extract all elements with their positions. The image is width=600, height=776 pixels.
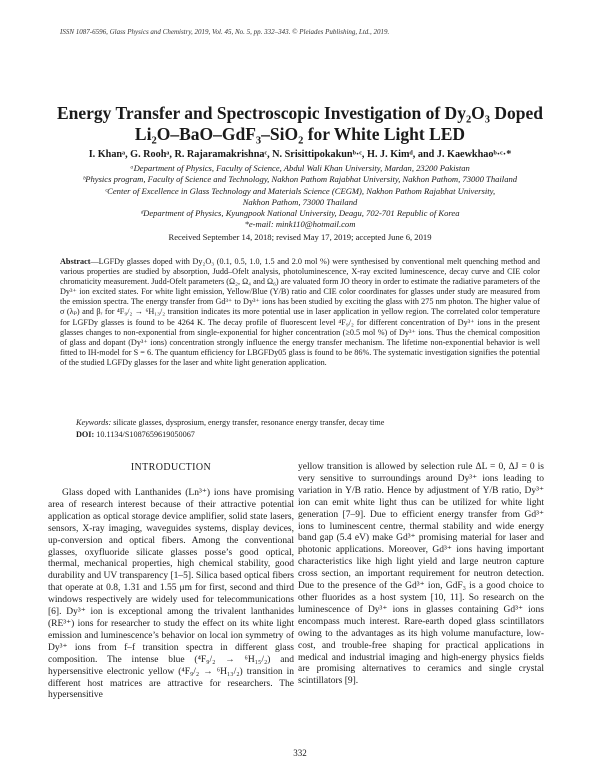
keywords-text: silicate glasses, dysprosium, energy transfer, resonance energy transfer, decay time [113, 418, 385, 427]
paper-title [40, 103, 560, 145]
journal-header: ISSN 1087-6596, Glass Physics and Chemistry, 2019, Vol. 45, No. 5, pp. 332–343. © Pleiades Publishing, Ltd., 2019. [60, 28, 390, 36]
abstract [60, 257, 540, 368]
affiliation-b: ᵇPhysics program, Faculty of Science and Technology, Nakhon Pathom Rajabhat University, Nakhon Pathom, 73000 Thailand [82, 174, 518, 185]
keywords-label: Keywords: [76, 418, 112, 427]
page-number: 332 [293, 748, 307, 758]
keywords [76, 417, 536, 429]
title-line-1: Energy Transfer and Spectroscopic Investigation of Dy₂O₃ Doped [56, 103, 544, 123]
affiliation-d: ᵈDepartment of Physics, Kyungpook National University, Deagu, 702-701 Republic of Korea [140, 208, 460, 219]
body-column-left [48, 462, 294, 702]
intro-paragraph-left: Glass doped with Lanthanides (Ln³⁺) ions have promising area of research interest because of their attractive potential application as optical storage device amplifier, solid state lasers, sensors, X-ray imaging, waveguides systems, display devices, up-conversion and optical fibers. Among the conventional glasses, oxyfluoride silicate glasses posse’s good optical, thermal, mechanical properties, high chemical stability, good durability and UV transparency [1–5]. Silica based optical fibers that operate at 0.8, 1.31 and 1.55 μm for first, second and third windows respectively are widely used for telecommunications [6]. Dy³⁺ ion is exceptional among the trivalent lanthanides (RE³⁺) ions for researcher to study the effect on its white light emission and luminescence’s behavior on local ion symmetry of Dy³⁺ ions from f–f transition spectra in different glass composition. The intense blue (⁴F₉/₂ → ⁶H₁₅/₂) and hypersensitive electronic yellow (⁴F₉/₂ → ⁶H₁₃/₂) transition in different host matrices are attractive for researchers. The hypersensitive [48, 488, 294, 701]
abstract-label: Abstract [60, 257, 91, 266]
affiliation-c-line2: Nakhon Pathom, 73000 Thailand [242, 196, 358, 207]
affiliations [60, 163, 540, 243]
affiliation-a: ᵃDepartment of Physics, Faculty of Science, Abdul Wali Khan University, Mardan, 23200 Pakistan [130, 163, 470, 173]
doi-label: DOI: [76, 430, 95, 439]
doi [76, 429, 536, 441]
title-line-2: Li₂O–BaO–GdF₃–SiO₂ for White Light LED [134, 124, 466, 144]
body-column-right [298, 462, 544, 688]
affiliation-c-line1: ᶜCenter of Excellence in Glass Technology and Materials Science (CEGM), Nakhon Pathom Rajabhat University, [104, 185, 496, 196]
section-heading-introduction: INTRODUCTION [130, 462, 212, 473]
intro-paragraph-right: yellow transition is allowed by selection rule ΔL = 0, ΔJ = 0 is very sensitive to surroundings around Dy³⁺ ions leading to variation in Y/B ratio. Hence by adjustment of Y/B ratio, Dy³⁺ ion can emit white light thus can be utilized for white light generation [7–9]. Due to efficient energy transfer from Gd³⁺ ions to luminescent centre, thermal stability and wide energy band gap (5.4 eV) make Gd³⁺ promising material for laser and photonic applications. Moreover, Gd³⁺ ions having important characteristics like high light yield and large neutron capture cross section, an important requirement for neutron detection. Due to the presence of the Gd³⁺ ion, GdF₃ is a good choice to other fluorides as a host system [10, 11]. So research on the luminescence of Dy³⁺ ions in glasses containing Gd³⁺ ions encompass much interest. Rare-earth doped glass scintillators owing to the advantages as its high volume manufacture, low-cost, and trouble-free shaping for practical applications in medical and industrial imaging and high-energy physics fields are promising alternatives to ceramics and single crystal scintillators [9]. [298, 462, 544, 687]
author-list: I. Khanᵃ, G. Roohᵃ, R. Rajaramakrishnaᶜ, N. Srisittipokakunᵇ·ᶜ, H. J. Kimᵈ, and J. Kaewkhaoᵇ·ᶜ·* [88, 149, 512, 160]
doi-value: 10.1134/S1087659619050067 [96, 430, 195, 439]
received-dates: Received September 14, 2018; revised May 17, 2019; accepted June 6, 2019 [168, 231, 432, 242]
abstract-text: —LGFDy glasses doped with Dy₂O₃ (0.1, 0.5, 1.0, 1.5 and 2.0 mol %) were synthesised by conventional melt quenching method and various properties are studied by absorption, Judd–Ofelt analysis, photoluminescence, X-ray excited luminescence, decay curve and CIE color chromaticity measurement. Judd-Ofelt parameters (Ω₂, Ω₄ and Ω₆) are valuated form JO theory in order to estimate the radiative parameters of the Dy³⁺ ion excited states. For white light emission, Yellow/Blue (Y/B) ratio and CIE color coordinates for glasses under study are measured from the emission spectra. The energy transfer from Gd³⁺ to Dy³⁺ ions has been studied by exciting the glass with 275 nm photon. The higher value of σ (λₚ) and βᵣ for ⁴F₉/₂ → ⁶H₁₃/₂ transition indicates its more potential use in laser application in yellow region. The correlated color temperature for LGFDy glasses is found to be 4264 K. The decay profile of fluorescent level ⁴F₉/₂ for different concentration of Dy³⁺ ions in the present glasses changes to non-exponential from single-exponential for higher concentration (≥0.5 mol %) of Dy³⁺ ions. Thus the chemical composition of glass and dopant (Dy³⁺ ions) concentration strongly influence the energy transfer mechanism. The lifetime non-exponential behavior is well fitted to IH-model for S = 6. The quantum efficiency for LBGFDy05 glass is found to be 86%. The systematic investigation signifies the potential of the studied LGFDy glasses for the laser and white light generation application. [60, 257, 540, 367]
corresponding-email: *e-mail: mink110@hotmail.com [244, 219, 356, 230]
